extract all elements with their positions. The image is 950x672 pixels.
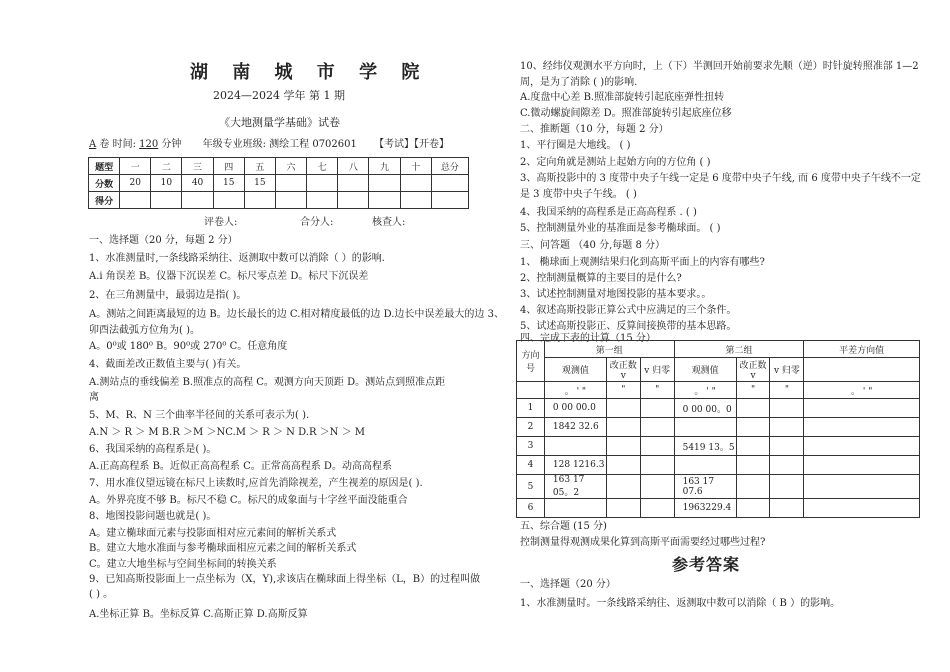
volume-suffix: 卷 时间: [96, 139, 140, 150]
right-line: 周，是为了消除 ( )的影响. [520, 77, 638, 88]
g1-observation [544, 437, 606, 456]
g2-correction [736, 456, 770, 475]
g2-observation [674, 418, 736, 437]
score-value [369, 175, 400, 192]
section5-question: 控制测量得观测成果化算到高斯平面需要经过哪些过程? [520, 537, 766, 548]
g2-reduced [770, 456, 804, 475]
g1-observation: 128 1216.3 [544, 456, 606, 475]
academic-year: 2024—2024 学年 第 1 期 [213, 89, 345, 102]
calc-row [517, 437, 920, 456]
g2-reduced [770, 499, 804, 518]
left-line: 4、截面差改正数值主要与( )有关。 [89, 359, 247, 370]
group2-header: 第二组 [674, 341, 804, 358]
left-line: A。建立椭球面元素与投影面相对应元素间的解析关系式 [89, 528, 337, 539]
score-obtained-cell [244, 192, 275, 209]
score-obtained-cell [151, 192, 182, 209]
score-value [431, 175, 468, 192]
score-col-header: 五 [244, 158, 275, 175]
g1-observation [544, 499, 606, 518]
right-line: 4、我国采纳的高程系是正高高程系 . ( ) [520, 207, 697, 218]
time-suffix: 分钟 [158, 139, 182, 150]
class-info: 年级专业班级: 测绘工程 0702601 [202, 139, 357, 150]
left-line: A。测站之间距离最短的边 B。边长最长的边 C.相对精度最低的边 D.边长中误差最大的边 3、 [89, 309, 504, 320]
score-value [338, 175, 369, 192]
school-title: 湖 南 城 市 学 院 [190, 62, 429, 83]
score-obtained-cell [400, 192, 431, 209]
g1-reduced [640, 475, 674, 499]
g1-reduced [640, 499, 674, 518]
g2-corr-header: 改正数 v [736, 358, 770, 382]
mean-unit: 。 ' " [804, 382, 920, 399]
score-row-label: 题型 [89, 158, 120, 175]
volume-letter: A [89, 139, 97, 150]
g1-reduced [640, 399, 674, 418]
right-line: 5、控制测量外业的基准面是参考椭球面。 ( ) [520, 223, 721, 234]
grader-label: 评卷人: [204, 217, 238, 228]
exam-info-line [89, 138, 449, 151]
g1-correction [606, 499, 640, 518]
score-value: 10 [151, 175, 182, 192]
score-value: 20 [120, 175, 151, 192]
score-row-label: 得分 [89, 192, 120, 209]
direction-no: 2 [517, 418, 545, 437]
score-value [275, 175, 306, 192]
left-line: 一、选择题（20 分，每题 2 分） [89, 235, 238, 246]
calc-row [517, 499, 920, 518]
section5-title: 五、综合题 (15 分) [520, 521, 607, 532]
g1-obs-header: 观测值 [544, 358, 606, 382]
mean-sub-header [804, 358, 920, 382]
left-line: A。外界亮度不够 B。标尺不稳 C。标尺的成象面与十字丝平面没能重合 [89, 495, 408, 506]
right-line: 3、试述控制测量对地图投影的基本要求。。 [520, 289, 712, 300]
exam-type: 【考试】【开卷】 [374, 139, 450, 150]
direction-no: 1 [517, 399, 545, 418]
group1-header: 第一组 [544, 341, 674, 358]
adjusted-value [804, 399, 920, 418]
g2-observation: 1963229.4 [674, 499, 736, 518]
left-line: A。0⁰或 180⁰ B。90⁰或 270⁰ C。任意角度 [89, 341, 288, 352]
exam-name: 《大地测量学基础》试卷 [219, 116, 340, 129]
left-line: 2、在三角测量中，最弱边是指( )。 [89, 290, 247, 301]
g1-reduced [640, 456, 674, 475]
left-line: C。建立大地坐标与空间坐标间的转换关系 [89, 559, 277, 570]
g2-correction [736, 418, 770, 437]
g2-obs-header: 观测值 [674, 358, 736, 382]
direction-no: 3 [517, 437, 545, 456]
score-value: 15 [213, 175, 244, 192]
right-line: 4、叙述高斯投影正算公式中应满足的三个条件。 [520, 305, 737, 316]
score-col-header: 二 [151, 158, 182, 175]
score-col-header: 一 [120, 158, 151, 175]
g2-reduced [770, 418, 804, 437]
calc-row [517, 399, 920, 418]
score-value: 40 [182, 175, 213, 192]
right-line: 3、高斯投影中的 3 度带中央子午线一定是 6 度带中央子午线, 而 6 度带中央子午线不一定 [520, 173, 921, 184]
left-line: A.正高高程系 B。近似正高高程系 C。正常高高程系 D。动高高程系 [89, 461, 392, 472]
g2-corr-unit: " [736, 382, 770, 399]
g1-red-unit: " [640, 382, 674, 399]
score-col-header: 九 [369, 158, 400, 175]
g1-observation: 0 00 00.0 [544, 399, 606, 418]
direction-no: 6 [517, 499, 545, 518]
left-line: 5、M、R、N 三个曲率半径间的关系可表示为( ). [89, 410, 310, 421]
adjusted-value [804, 475, 920, 499]
score-obtained-cell [431, 192, 468, 209]
score-obtained-cell [307, 192, 338, 209]
right-line: 三、问答题 （40 分,每题 8 分） [520, 240, 665, 251]
g2-correction [736, 437, 770, 456]
score-col-header: 十 [400, 158, 431, 175]
right-line: 是 3 度带中央子午线。 ( ) [520, 189, 637, 200]
g2-correction [736, 475, 770, 499]
score-table [88, 157, 469, 209]
adjusted-value [804, 499, 920, 518]
score-value [307, 175, 338, 192]
g1-correction [606, 456, 640, 475]
score-row-label: 分数 [89, 175, 120, 192]
unit-cell [517, 382, 545, 399]
right-line: 10、经纬仪观测水平方向时，上（下）半测回开始前要求先顺（逆）时针旋转照准部 1—2 [520, 61, 919, 72]
score-col-header: 八 [338, 158, 369, 175]
left-line: A.i 角误差 B。仪器下沉误差 C。标尺零点差 D。标尺下沉误差 [89, 271, 369, 282]
direction-header: 方向号 [517, 341, 545, 382]
score-obtained-cell [213, 192, 244, 209]
g2-reduced [770, 437, 804, 456]
exam-time: 120 [139, 139, 159, 150]
answer-q1: 1、水准测量时。一条线路采纳往、返测取中数可以消除（ B ）的影响。 [520, 598, 841, 609]
left-line: 离 [89, 392, 99, 403]
adjusted-value [804, 418, 920, 437]
right-line: 四、完成下表的计算（15 分） [520, 333, 656, 344]
g2-unit: 。 ' " [674, 382, 736, 399]
score-obtained-cell [120, 192, 151, 209]
right-line: C.微动螺旋间隙差 D。照准部旋转引起底座位移 [520, 108, 732, 119]
adjusted-value [804, 437, 920, 456]
right-line: 二、推断题（10 分，每题 2 分） [520, 124, 669, 135]
score-col-header: 总分 [431, 158, 468, 175]
g2-reduced [770, 399, 804, 418]
score-col-header: 三 [182, 158, 213, 175]
left-line: ( ) 。 [89, 589, 114, 600]
answer-title: 参考答案 [672, 555, 741, 574]
g2-observation: 0 00 00。0 [674, 399, 736, 418]
left-line: 8、地图投影问题也就是( )。 [89, 511, 217, 522]
score-col-header: 四 [213, 158, 244, 175]
left-line: 9、已知高斯投影面上一点坐标为（X，Y),求该店在椭球面上得坐标（L，B）的过程叫做 [89, 574, 481, 585]
g1-observation: 1842 32.6 [544, 418, 606, 437]
g2-observation: 5419 13。5 [674, 437, 736, 456]
g1-correction [606, 418, 640, 437]
g2-observation [674, 456, 736, 475]
reviewer-label: 核查人: [372, 217, 406, 228]
right-line: 5、试述高斯投影正、反算间接换带的基本思路。 [520, 321, 737, 332]
g2-correction [736, 499, 770, 518]
calc-table [516, 340, 920, 518]
left-line: 1、水准测量时,一条线路采纳往、返测取中数可以消除（ ）的影响. [89, 253, 385, 264]
g2-correction [736, 399, 770, 418]
g1-red-header: v 归零 [640, 358, 674, 382]
adjusted-value [804, 456, 920, 475]
g2-reduced [770, 475, 804, 499]
g1-correction [606, 437, 640, 456]
score-value: 15 [244, 175, 275, 192]
g1-reduced [640, 418, 674, 437]
score-obtained-cell [338, 192, 369, 209]
left-line: 卯酉法截弧方位角为( )。 [89, 325, 200, 336]
score-col-header: 六 [275, 158, 306, 175]
g2-red-header: v 归零 [770, 358, 804, 382]
score-col-header: 七 [307, 158, 338, 175]
direction-no: 4 [517, 456, 545, 475]
left-line: A.坐标正算 B。坐标反算 C.高斯正算 D.高斯反算 [89, 609, 308, 620]
score-obtained-cell [182, 192, 213, 209]
g1-unit: 。 ' " [544, 382, 606, 399]
g1-correction [606, 475, 640, 499]
right-line: A.度盘中心差 B.照准部旋转引起底座弹性扭转 [520, 92, 725, 103]
left-line: 7、用水准仪望远镜在标尺上读数时,应首先消除视差，产生视差的原因是( ). [89, 478, 423, 489]
g1-correction [606, 399, 640, 418]
calc-row [517, 456, 920, 475]
direction-no: 5 [517, 475, 545, 499]
right-line: 2、控制测量概算的主要目的是什么? [520, 273, 682, 284]
right-line: 1、平行圈是大地线。 ( ) [520, 140, 631, 151]
left-line: B。建立大地水准面与参考椭球面相应元素之间的解析关系式 [89, 543, 357, 554]
checker-label: 合分人: [300, 217, 334, 228]
left-line: A.N ＞ R ＞ M B.R ＞M ＞NC.M ＞ R ＞ N D.R ＞N ＞ M [89, 427, 365, 438]
left-line: A.测站点的垂线偏差 B.照准点的高程 C。观测方向天顶距 D。测站点到照准点距 [89, 377, 446, 388]
answer-section: 一、选择题（20 分） [520, 579, 616, 590]
score-obtained-cell [275, 192, 306, 209]
mean-header: 平差方向值 [804, 341, 920, 358]
calc-row [517, 475, 920, 499]
g1-observation: 163 17 05。2 [544, 475, 606, 499]
g1-reduced [640, 437, 674, 456]
score-obtained-cell [369, 192, 400, 209]
score-value [400, 175, 431, 192]
right-line: 1、 椭球面上观测结果归化到高斯平面上的内容有哪些? [520, 257, 765, 268]
g1-corr-header: 改正数 v [606, 358, 640, 382]
g2-red-unit: " [770, 382, 804, 399]
g1-corr-unit: " [606, 382, 640, 399]
left-line: 6、我国采纳的高程系是( )。 [89, 444, 217, 455]
calc-row [517, 418, 920, 437]
g2-observation: 163 17 07.6 [674, 475, 736, 499]
right-line: 2、定向角就是测站上起始方向的方位角 ( ) [520, 157, 711, 168]
